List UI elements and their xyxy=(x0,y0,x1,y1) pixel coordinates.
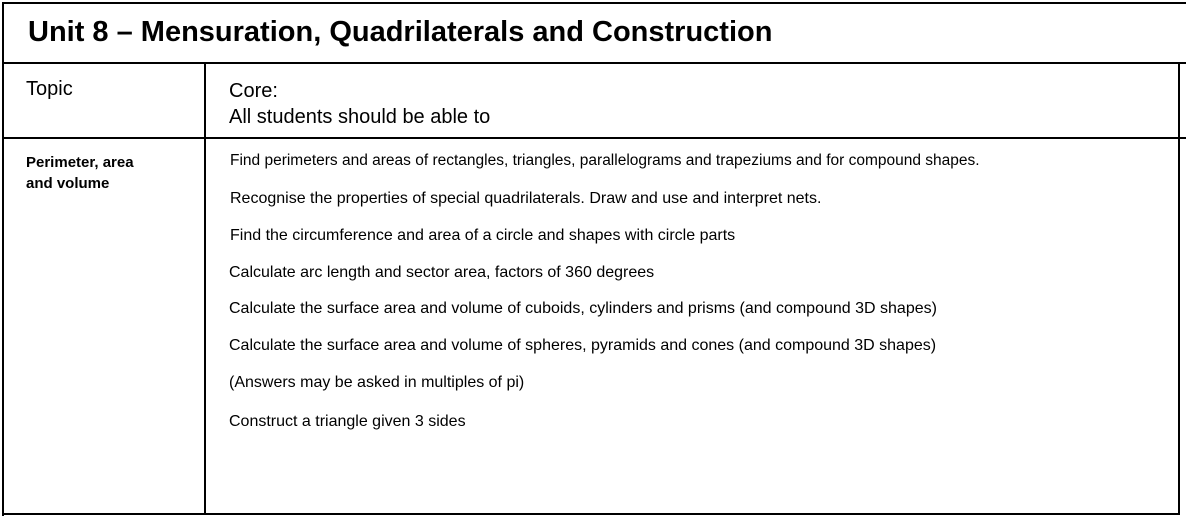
objective-item: Calculate arc length and sector area, factors of 360 degrees xyxy=(229,264,655,281)
unit-title: Unit 8 – Mensuration, Quadrilaterals and Construction xyxy=(28,16,773,48)
objective-item: Find the circumference and area of a circle and shapes with circle parts xyxy=(230,227,736,244)
column-divider xyxy=(204,62,206,515)
topic-name: Perimeter, area and volume xyxy=(26,154,134,192)
objective-item: Calculate the surface area and volume of cuboids, cylinders and prisms (and compound 3D shapes) xyxy=(229,300,937,317)
objective-item: Construct a triangle given 3 sides xyxy=(229,413,466,430)
objective-item: (Answers may be asked in multiples of pi) xyxy=(229,374,525,391)
core-header-line-1: Core: xyxy=(229,80,278,102)
core-column-header xyxy=(229,78,490,130)
title-row-divider xyxy=(2,62,1186,64)
objective-item: Recognise the properties of special quadrilaterals. Draw and use and interpret nets. xyxy=(230,190,822,207)
table-border-right xyxy=(1178,62,1180,515)
table-border-left xyxy=(2,2,4,516)
header-row-divider xyxy=(2,137,1186,139)
objective-item: Calculate the surface area and volume of spheres, pyramids and cones (and compound 3D shapes) xyxy=(229,337,937,354)
table-border-bottom xyxy=(2,513,1180,515)
topic-column-header: Topic xyxy=(26,78,73,100)
core-header-line-2: All students should be able to xyxy=(229,106,491,128)
objective-item: Find perimeters and areas of rectangles, triangles, parallelograms and trapeziums and for compound shapes. xyxy=(230,152,980,169)
table-border-top xyxy=(2,2,1186,4)
